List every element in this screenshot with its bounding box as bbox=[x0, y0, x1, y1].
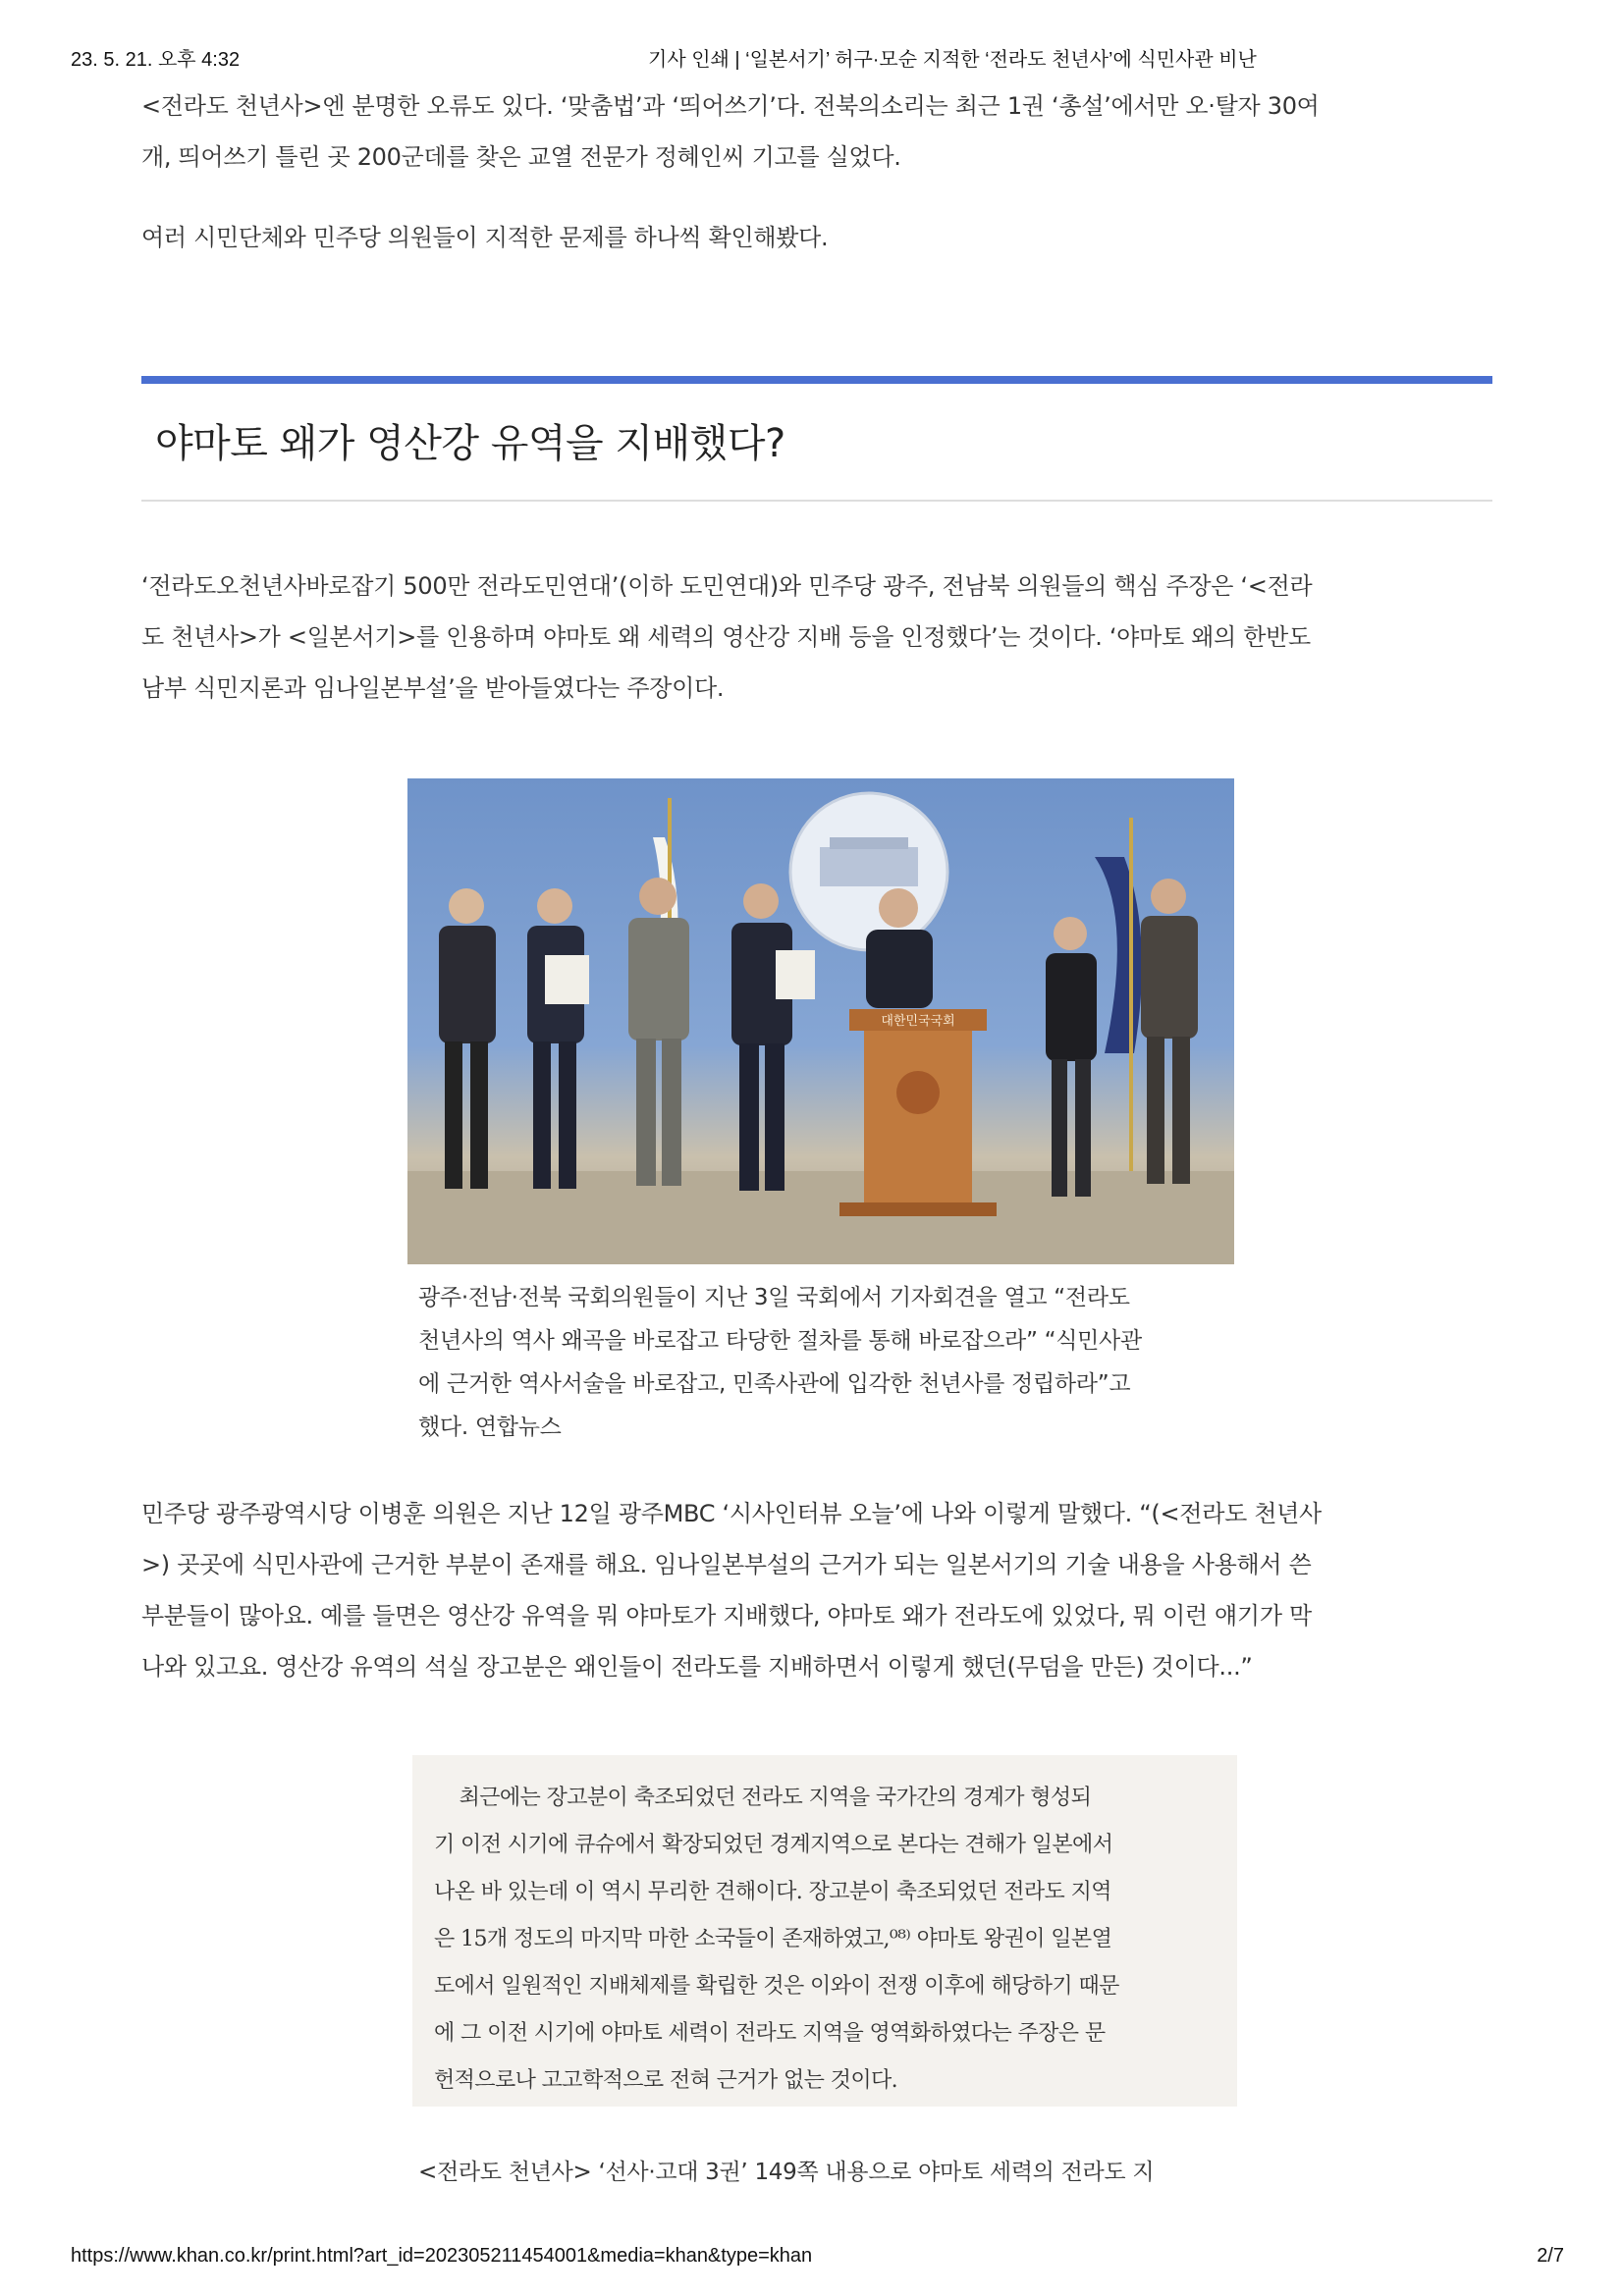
print-date: 23. 5. 21. 오후 4:32 bbox=[71, 49, 241, 71]
assembly-flag-icon bbox=[1095, 857, 1142, 1053]
quote-line: 부분들이 많아요. 예를 들면은 영산강 유역을 뭐 야마토가 지배했다, 야마토 왜가 전라도에 있었다, 뭐 이런 얘기가 막 bbox=[141, 1602, 1312, 1629]
press-conference-illustration bbox=[407, 778, 1234, 1264]
caption-line: 했다. 연합뉴스 bbox=[418, 1415, 562, 1440]
print-header bbox=[71, 43, 1544, 73]
excerpt-line: 도에서 일원적인 지배체제를 확립한 것은 이와이 전쟁 이후에 해당하기 때문 bbox=[434, 1974, 1119, 1999]
book-excerpt-caption: <전라도 천년사> ‘선사·고대 3권’ 149쪽 내용으로 야마토 세력의 전라도 지 bbox=[418, 2160, 1155, 2185]
section-divider bbox=[141, 500, 1492, 502]
section-line: 남부 식민지론과 임나일본부설’을 받아들였다는 주장이다. bbox=[141, 674, 725, 702]
excerpt-line: 기 이전 시기에 큐슈에서 확장되었던 경계지역으로 본다는 견해가 일본에서 bbox=[434, 1833, 1113, 1857]
excerpt-line: 헌적으로나 고고학적으로 전혀 근거가 없는 것이다. bbox=[434, 2068, 898, 2093]
podium-sign: 대한민국국회 bbox=[881, 1014, 955, 1029]
section-line: 도 천년사>가 <일본서기>를 인용하며 야마토 왜 세력의 영산강 지배 등을 인정했다’는 것이다. ‘야마토 왜의 한반도 bbox=[141, 623, 1311, 651]
excerpt-line: 최근에는 장고분이 축조되었던 전라도 지역을 국가간의 경계가 형성되 bbox=[459, 1786, 1092, 1810]
intro-paragraph bbox=[141, 80, 1492, 183]
quote-line: >) 곳곳에 식민사관에 근거한 부분이 존재를 해요. 임나일본부설의 근거가 되는 일본서기의 기술 내용을 사용해서 쓴 bbox=[141, 1551, 1312, 1578]
section-heading: 야마토 왜가 영산강 유역을 지배했다? bbox=[155, 421, 785, 466]
book-excerpt-image bbox=[412, 1755, 1237, 2107]
intro-block bbox=[141, 80, 1492, 263]
intro-paragraph-2: 여러 시민단체와 민주당 의원들이 지적한 문제를 하나씩 확인해봤다. bbox=[141, 224, 829, 251]
caption-line: 에 근거한 역사서술을 바로잡고, 민족사관에 입각한 천년사를 정립하라”고 bbox=[418, 1371, 1131, 1397]
print-title: 기사 인쇄 | ‘일본서기’ 허구·모순 지적한 ‘전라도 천년사’에 식민사관 비난 bbox=[648, 49, 1257, 71]
intro-line: <전라도 천년사>엔 분명한 오류도 있다. ‘맞춤법’과 ‘띄어쓰기’다. 전북의소리는 최근 1권 ‘총설’에서만 오·탈자 30여 bbox=[141, 92, 1320, 120]
excerpt-line: 에 그 이전 시기에 야마토 세력이 전라도 지역을 영역화하였다는 주장은 문 bbox=[434, 2021, 1106, 2046]
page-number: 2/7 bbox=[1537, 2245, 1564, 2267]
podium-emblem-icon bbox=[896, 1071, 940, 1114]
print-url: https://www.khan.co.kr/print.html?art_id=202305211454001&media=khan&type=khan bbox=[71, 2245, 813, 2267]
caption-line: 천년사의 역사 왜곡을 바로잡고 타당한 절차를 통해 바로잡으라” “식민사관 bbox=[418, 1328, 1142, 1354]
press-conference-photo bbox=[407, 778, 1234, 1264]
caption-line: 광주·전남·전북 국회의원들이 지난 3일 국회에서 기자회견을 열고 “전라도 bbox=[418, 1285, 1130, 1310]
section-line: ‘전라도오천년사바로잡기 500만 전라도민연대’(이하 도민연대)와 민주당 광주, 전남북 의원들의 핵심 주장은 ‘<전라 bbox=[141, 572, 1313, 600]
section-paragraph bbox=[141, 561, 1492, 714]
intro-line: 개, 띄어쓰기 틀린 곳 200군데를 찾은 교열 전문가 정혜인씨 기고를 실었다. bbox=[141, 143, 901, 171]
excerpt-line: 은 15개 정도의 마지막 마한 소국들이 존재하였고,⁰⁸⁾ 야마토 왕권이 일본열 bbox=[434, 1927, 1112, 1951]
photo-caption bbox=[418, 1276, 1233, 1449]
quote-paragraph bbox=[141, 1488, 1492, 1692]
quote-line: 민주당 광주광역시당 이병훈 의원은 지난 12일 광주MBC ‘시사인터뷰 오늘’에 나와 이렇게 말했다. “(<전라도 천년사 bbox=[141, 1500, 1322, 1527]
excerpt-line: 나온 바 있는데 이 역시 무리한 견해이다. 장고분이 축조되었던 전라도 지역 bbox=[434, 1880, 1111, 1904]
quote-line: 나와 있고요. 영산강 유역의 석실 장고분은 왜인들이 전라도를 지배하면서 이렇게 했던(무덤을 만든) 것이다...” bbox=[141, 1653, 1253, 1681]
section-divider-accent bbox=[141, 376, 1492, 384]
